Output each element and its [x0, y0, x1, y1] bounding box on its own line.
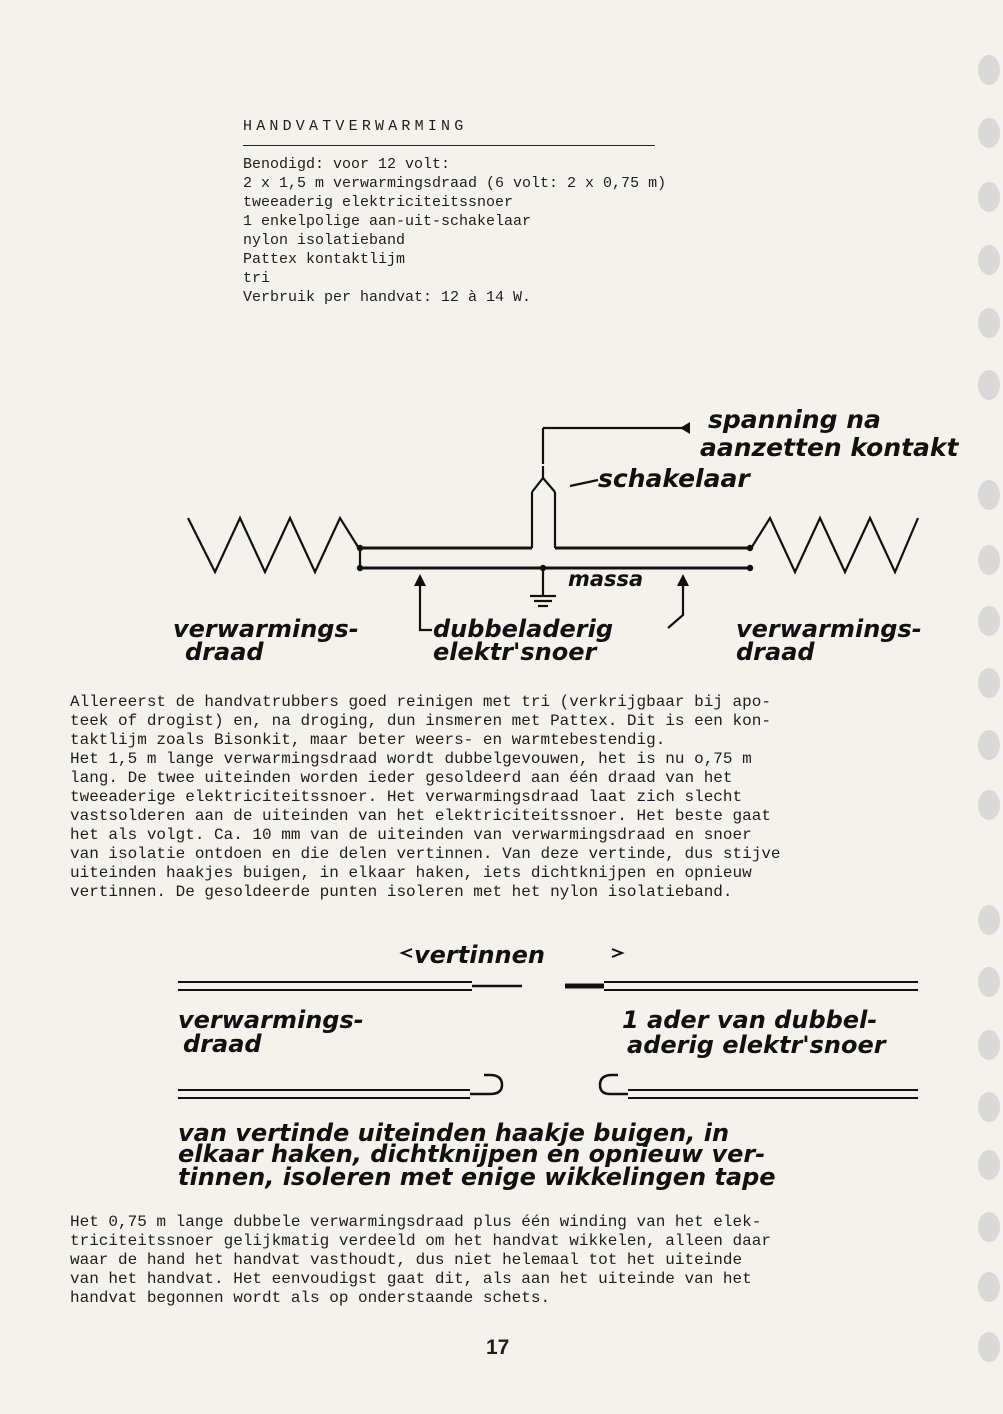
binder-hole [978, 905, 1000, 935]
label-heating-wire-1: verwarmings- [178, 1006, 364, 1034]
instructions-paragraph [70, 693, 980, 902]
binder-hole [978, 668, 1000, 698]
soldering-diagram [0, 935, 970, 1195]
binder-hole [978, 730, 1000, 760]
label-cable-2: elektr'snoer [433, 638, 597, 666]
paragraph-line: triciteitssnoer gelijkmatig verdeeld om het handvat wikkelen, alleen daar [70, 1232, 771, 1250]
materials-line: Verbruik per handvat: 12 à 14 W. [243, 289, 532, 306]
paragraph-line: vertinnen. De gesoldeerde punten isoleren met het nylon isolatieband. [70, 883, 733, 901]
paragraph-line: tweeaderige elektriciteitssnoer. Het verwarmingsdraad laat zich slecht [70, 788, 743, 806]
page-title: HANDVATVERWARMING [243, 118, 468, 135]
label-spanning-2: aanzetten kontakt [700, 433, 959, 462]
label-cable-1: dubbeladerig [433, 615, 614, 643]
materials-line: Benodigd: voor 12 volt: [243, 156, 451, 173]
binder-hole [978, 1332, 1000, 1362]
materials-line: tri [243, 270, 271, 287]
label-heating-wire-2: draad [183, 1030, 262, 1058]
paragraph-line: waar de hand het handvat vasthoudt, dus niet helemaal tot het uiteinde [70, 1251, 743, 1269]
paragraph-line: vastsolderen aan de uiteinden van het elektriciteitssnoer. Het beste gaat [70, 807, 771, 825]
binder-hole [978, 606, 1000, 636]
materials-line: tweeaderig elektriciteitssnoer [243, 194, 514, 211]
binder-hole [978, 480, 1000, 510]
materials-line: nylon isolatieband [243, 232, 406, 249]
paragraph-line: lang. De twee uiteinden worden ieder gesoldeerd aan één draad van het [70, 769, 733, 787]
wiring-diagram [0, 400, 970, 685]
right-heating-coil [750, 518, 918, 572]
label-schakelaar: schakelaar [598, 464, 750, 493]
materials-line: Pattex kontaktlijm [243, 251, 406, 268]
materials-line: 2 x 1,5 m verwarmingsdraad (6 volt: 2 x 0,75 m) [243, 175, 667, 192]
label-right-wire-2: draad [736, 638, 815, 666]
page-number: 17 [486, 1336, 510, 1359]
paragraph-line: uiteinden haakjes buigen, in elkaar haken, iets dichtknijpen en opnieuw [70, 864, 752, 882]
binder-hole [978, 545, 1000, 575]
paragraph-line: handvat begonnen wordt als op onderstaande schets. [70, 1289, 551, 1307]
label-left-wire-2: draad [185, 638, 264, 666]
binder-hole [978, 245, 1000, 275]
binder-hole [978, 182, 1000, 212]
materials-line: 1 enkelpolige aan-uit-schakelaar [243, 213, 532, 230]
winding-paragraph [70, 1213, 980, 1308]
label-right-wire-1: verwarmings- [736, 615, 922, 643]
materials-list [243, 155, 666, 307]
title-underline [243, 145, 655, 146]
binder-hole [978, 1030, 1000, 1060]
binder-hole [978, 370, 1000, 400]
binder-hole [978, 1212, 1000, 1242]
paragraph-line: teek of drogist) en, na droging, dun insmeren met Pattex. Dit is een kon- [70, 712, 771, 730]
paragraph-line: het als volgt. Ca. 10 mm van de uiteinden van verwarmingsdraad en snoer [70, 826, 752, 844]
paragraph-line: Het 1,5 m lange verwarmingsdraad wordt dubbelgevouwen, het is nu o,75 m [70, 750, 752, 768]
binder-hole [978, 1272, 1000, 1302]
caption-line: tinnen, isoleren met enige wikkelingen tape [178, 1163, 776, 1191]
binder-hole [978, 55, 1000, 85]
caption-line: elkaar haken, dichtknijpen en opnieuw ver- [178, 1140, 766, 1168]
label-massa: massa [568, 567, 644, 591]
left-heating-coil [188, 518, 360, 572]
label-spanning-1: spanning na [708, 405, 881, 434]
label-cable-core-2: aderig elektr'snoer [627, 1031, 886, 1059]
label-left-wire-1: verwarmings- [173, 615, 359, 643]
label-vertinnen: vertinnen [414, 941, 545, 969]
binder-hole [978, 790, 1000, 820]
binder-hole [978, 308, 1000, 338]
paragraph-line: Het 0,75 m lange dubbele verwarmingsdraad plus één winding van het elek- [70, 1213, 762, 1231]
binder-hole [978, 1092, 1000, 1122]
paragraph-line: van het handvat. Het eenvoudigst gaat dit, als aan het uiteinde van het [70, 1270, 752, 1288]
caption-line: van vertinde uiteinden haakje buigen, in [178, 1119, 730, 1147]
label-cable-core-1: 1 ader van dubbel- [622, 1006, 878, 1034]
binder-hole [978, 118, 1000, 148]
binder-hole [978, 1150, 1000, 1180]
paragraph-line: van isolatie ontdoen en die delen vertinnen. Van deze vertinde, dus stijve [70, 845, 781, 863]
paragraph-line: Allereerst de handvatrubbers goed reinigen met tri (verkrijgbaar bij apo- [70, 693, 771, 711]
paragraph-line: taktlijm zoals Bisonkit, maar beter weers- en warmtebestendig. [70, 731, 666, 749]
binder-hole [978, 967, 1000, 997]
